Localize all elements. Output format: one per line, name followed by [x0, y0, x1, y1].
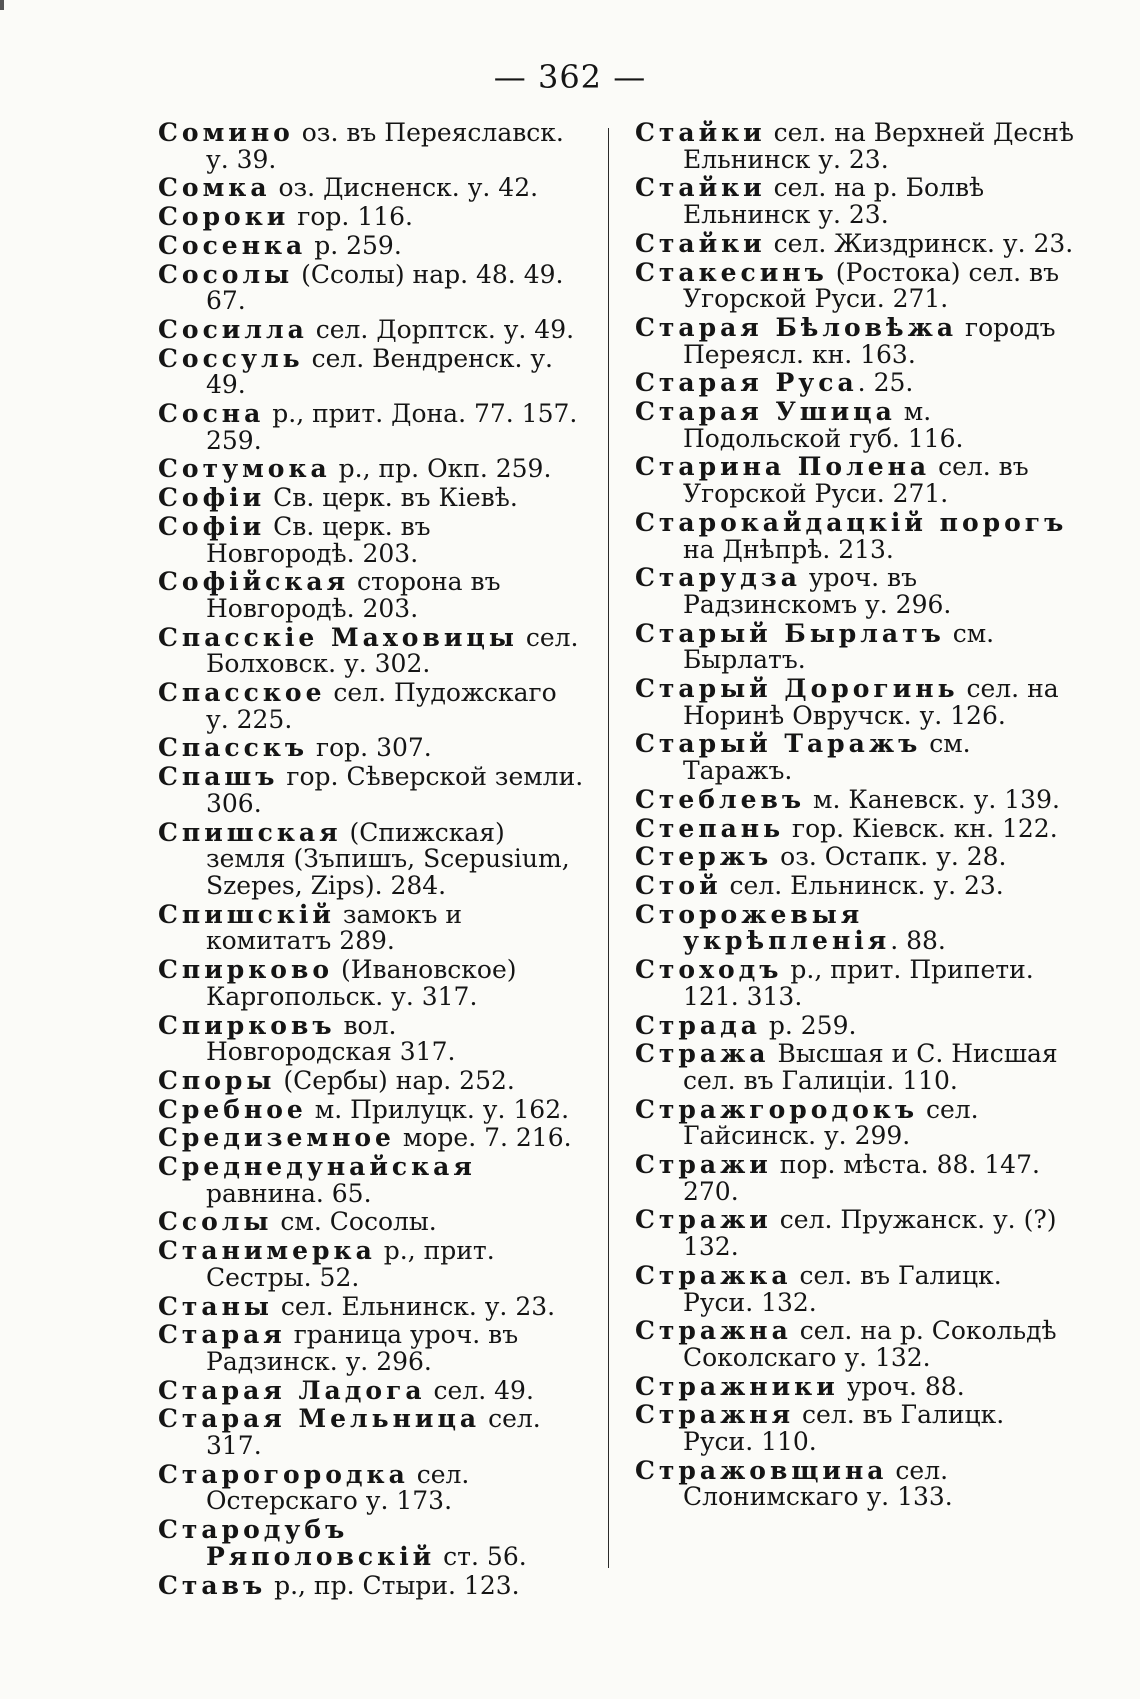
entry-headword: Сомка: [158, 173, 271, 203]
index-entry: [635, 507, 1075, 564]
index-entry: [635, 1152, 1075, 1205]
entry-headword: Старая Руса: [635, 368, 858, 398]
entry-headword: Сторожевыя укрѣпленія: [635, 899, 891, 956]
index-entry: [158, 1010, 586, 1067]
entry-reference: оз. въ Переяславск. у. 39.: [206, 118, 564, 174]
entry-reference: на Днѣпрѣ. 213.: [683, 534, 894, 564]
entry-headword: Средиземное: [158, 1123, 395, 1153]
entry-headword: Старый Дорогинь: [635, 674, 959, 704]
index-entry: [158, 817, 586, 900]
entry-reference: сел. Ельнинск. у. 23.: [721, 870, 1004, 900]
entry-reference: сел. Пружанск. у. (?) 132.: [683, 1205, 1057, 1262]
index-entry: [635, 1010, 1075, 1040]
entry-headword: Станимерка: [158, 1236, 376, 1266]
entry-reference: см. Таражъ.: [683, 729, 971, 786]
entry-reference: (Ростока) сел. въ Угорской Руси. 271.: [683, 257, 1060, 314]
entry-headword: Софіи: [158, 511, 266, 541]
entry-reference: м. Прилуцк. у. 162.: [306, 1094, 570, 1124]
entry-reference: сел. на Верхней Деснѣ Ельнинск у. 23.: [683, 118, 1074, 174]
index-entry: [158, 1406, 586, 1459]
entry-reference: сел. Вендренск. у. 49.: [206, 343, 554, 400]
index-entry: [635, 844, 1075, 871]
index-entry: [158, 1459, 586, 1516]
index-entry: [158, 175, 586, 202]
index-entry: [635, 676, 1075, 729]
entry-headword: Сосолы: [158, 259, 294, 289]
index-entry: [158, 957, 586, 1010]
entry-headword: Стародубъ Ряполовскій: [158, 1515, 436, 1571]
index-entry: [158, 1570, 586, 1600]
entry-headword: Старый Таражъ: [635, 729, 922, 759]
index-entry: [635, 399, 1075, 452]
entry-reference: оз. Остапк. у. 28.: [772, 842, 1007, 872]
index-entry: [635, 618, 1075, 675]
index-entry: [158, 485, 586, 512]
entry-headword: Стражи: [635, 1205, 772, 1235]
index-entry: [158, 456, 586, 483]
index-entry: [158, 1322, 586, 1375]
page-number: — 362 —: [493, 58, 647, 96]
index-entry: [635, 454, 1075, 507]
entry-headword: Сосилла: [158, 314, 308, 344]
entry-headword: Спирковъ: [158, 1010, 336, 1040]
entry-headword: Стражники: [635, 1371, 839, 1401]
entry-reference: р., пр. Окп. 259.: [330, 454, 552, 484]
entry-headword: Стайки: [635, 173, 766, 203]
index-entry: [158, 1125, 586, 1152]
entry-headword: Спишскій: [158, 899, 335, 929]
entry-reference: уроч. 88.: [838, 1371, 965, 1401]
index-entry: [158, 1209, 586, 1236]
entry-headword: Стайки: [635, 118, 766, 147]
entry-reference: сел. 317.: [206, 1404, 541, 1461]
entry-reference: р. 259.: [306, 230, 402, 260]
entry-reference: ст. 56.: [435, 1541, 527, 1571]
entry-headword: Старый Бырлатъ: [635, 618, 945, 648]
entry-reference: р., прит. Сестры. 52.: [206, 1236, 495, 1292]
entry-reference: равнина. 65.: [206, 1178, 372, 1208]
index-entry: [158, 1238, 586, 1291]
index-entry: [158, 569, 586, 622]
scan-corner-mark: [0, 0, 4, 10]
index-entry: [158, 680, 586, 733]
index-entry: [635, 784, 1075, 814]
entry-reference: пор. мѣста. 88. 147. 270.: [683, 1150, 1040, 1206]
index-entry: [635, 1371, 1075, 1401]
index-entry: [635, 731, 1075, 784]
entry-reference: сел. Пудожскаго у. 225.: [206, 678, 557, 734]
index-entry: [158, 230, 586, 260]
entry-reference: сел. Болховск. у. 302.: [206, 622, 579, 679]
entry-headword: Старая Ушица: [635, 397, 896, 427]
index-entry: [635, 1260, 1075, 1317]
entry-reference: см. Сосолы.: [272, 1207, 437, 1237]
index-entry: [635, 1318, 1075, 1371]
entry-headword: Старогородка: [158, 1459, 409, 1489]
index-entry: [635, 1207, 1075, 1260]
entry-reference: сел. въ Галицк. Руси. 110.: [683, 1400, 1005, 1457]
entry-reference: гор. Сѣверской земли. 306.: [206, 762, 584, 818]
entry-reference: м. Каневск. у. 139.: [805, 784, 1060, 814]
entry-reference: сел. Дорптск. у. 49.: [307, 314, 575, 344]
index-entry: [158, 343, 586, 400]
entry-reference: сел. Гайсинск. у. 299.: [683, 1094, 979, 1151]
entry-headword: Ссолы: [158, 1207, 273, 1237]
entry-headword: Сомино: [158, 118, 294, 147]
index-entry: [158, 1065, 586, 1095]
index-entry: [158, 622, 586, 679]
entry-headword: Стакесинъ: [635, 257, 828, 287]
index-entry: [635, 257, 1075, 314]
entry-headword: Сребное: [158, 1094, 307, 1124]
entry-headword: Стеблевъ: [635, 784, 806, 814]
entry-reference: р., прит. Припети. 121. 313.: [683, 955, 1034, 1011]
entry-reference: (Ивановское) Каргопольск. у. 317.: [206, 955, 517, 1011]
entry-headword: Спасское: [158, 678, 326, 708]
entry-reference: гор. 116.: [289, 202, 413, 232]
entry-headword: Спишская: [158, 817, 342, 847]
entry-reference: сел. въ Галицк. Руси. 132.: [683, 1260, 1002, 1317]
entry-headword: Стайки: [635, 228, 766, 258]
entry-reference: сел. Жиздринск. у. 23.: [765, 228, 1074, 258]
index-entry: [635, 1455, 1075, 1512]
entry-headword: Старая Мельница: [158, 1404, 481, 1434]
index-entry: [635, 870, 1075, 900]
index-entry: [635, 565, 1075, 618]
entry-reference: сторона въ Новгородѣ. 203.: [206, 567, 501, 623]
index-entry: [158, 1375, 586, 1405]
entry-reference: Св. церк. въ Новгородѣ. 203.: [206, 511, 431, 568]
entry-reference: (Спижская) земля (Зъпишъ, Scepusium, Szepes, Zips). 284.: [206, 817, 570, 900]
entry-reference: городъ Переясл. кн. 163.: [683, 312, 1056, 369]
entry-headword: Сороки: [158, 202, 290, 232]
entry-headword: Стой: [635, 870, 722, 900]
entry-headword: Стоходъ: [635, 955, 783, 985]
entry-headword: Страда: [635, 1010, 761, 1040]
entry-reference: море. 7. 216.: [394, 1123, 572, 1153]
entry-reference: сел. Остерскаго у. 173.: [206, 1459, 470, 1516]
entry-headword: Соссуль: [158, 343, 304, 373]
entry-headword: Сосна: [158, 399, 265, 429]
entry-headword: Стража: [635, 1039, 770, 1069]
entry-reference: гор. 307.: [308, 733, 432, 763]
entry-headword: Софіи: [158, 483, 266, 513]
entry-reference: замокъ и комитатъ 289.: [206, 899, 463, 956]
entry-headword: Среднедунайская: [158, 1152, 476, 1182]
entry-headword: Стражка: [635, 1260, 792, 1290]
index-entry: [158, 1517, 586, 1570]
entry-headword: Споры: [158, 1065, 276, 1095]
entry-reference: сел. на р. Болвѣ Ельнинск у. 23.: [683, 173, 985, 230]
entry-reference: м. Подольской губ. 116.: [683, 397, 964, 453]
entry-headword: Степань: [635, 813, 785, 843]
index-entry: [635, 175, 1075, 228]
entry-headword: Софійская: [158, 567, 350, 597]
column-divider: [608, 128, 609, 1568]
entry-headword: Спирково: [158, 955, 333, 985]
entry-reference: сел. Слонимскаго у. 133.: [683, 1455, 953, 1512]
entry-headword: Спасскіе Маховицы: [158, 622, 518, 652]
entry-headword: Стражовщина: [635, 1455, 888, 1485]
entry-reference: сел. 49.: [425, 1375, 534, 1405]
index-entry: [635, 228, 1075, 258]
index-entry: [158, 401, 586, 454]
entry-reference: сел. Ельнинск. у. 23.: [272, 1291, 556, 1321]
entry-headword: Старая Бѣловѣжа: [635, 312, 958, 342]
entry-reference: (Сербы) нар. 252.: [275, 1065, 515, 1095]
entry-headword: Спашъ: [158, 762, 279, 792]
entry-headword: Ставъ: [158, 1570, 267, 1600]
entry-headword: Стражи: [635, 1150, 772, 1180]
entry-reference: граница уроч. въ Радзинск. у. 296.: [206, 1320, 519, 1376]
entry-reference: уроч. въ Радзинскомъ у. 296.: [683, 563, 952, 619]
index-entry: [635, 370, 1075, 397]
entry-headword: Сотумока: [158, 454, 331, 484]
entry-reference: р. 259.: [760, 1010, 857, 1040]
entry-headword: Стражна: [635, 1316, 792, 1346]
entry-headword: Сосенка: [158, 230, 307, 260]
entry-headword: Стержъ: [635, 842, 773, 872]
index-entry: [635, 1041, 1075, 1094]
index-entry: [158, 764, 586, 817]
entry-headword: Старая: [158, 1320, 286, 1350]
index-entry: [635, 957, 1075, 1010]
index-entry: [635, 1094, 1075, 1151]
index-entry: [158, 1094, 586, 1124]
index-entry: [158, 735, 586, 762]
entry-reference: сел. въ Угорской Руси. 271.: [683, 452, 1029, 509]
index-entry: [158, 1291, 586, 1321]
index-entry: [635, 120, 1075, 173]
index-entry: [158, 511, 586, 568]
entry-headword: Спасскъ: [158, 733, 309, 763]
entry-headword: Старина Полена: [635, 452, 931, 482]
entry-reference: Св. церк. въ Кіевѣ.: [265, 483, 518, 513]
index-entry: [158, 899, 586, 956]
index-entry: [158, 204, 586, 231]
entry-headword: Стражня: [635, 1400, 795, 1430]
entry-reference: (Ссолы) нар. 48. 49. 67.: [206, 259, 564, 316]
left-column: [158, 120, 586, 1601]
entry-reference: сел. на р. Сокольдѣ Соколскаго у. 132.: [683, 1316, 1057, 1372]
entry-reference: гор. Кіевск. кн. 122.: [784, 813, 1058, 843]
entry-reference: сел. на Норинѣ Овручск. у. 126.: [683, 674, 1059, 730]
entry-headword: Старудза: [635, 563, 801, 593]
entry-headword: Старокайдацкій порогъ: [635, 507, 1068, 537]
right-column: [635, 120, 1075, 1513]
index-entry: [158, 120, 586, 173]
index-entry: [635, 813, 1075, 843]
index-entry: [635, 899, 1075, 956]
entry-reference: вол. Новгородская 317.: [206, 1010, 456, 1067]
index-entry: [635, 312, 1075, 369]
entry-reference: р., пр. Стыри. 123.: [266, 1570, 520, 1600]
index-entry: [158, 314, 586, 344]
entry-headword: Старая Ладога: [158, 1375, 426, 1405]
entry-reference: р., прит. Дона. 77. 157. 259.: [206, 399, 578, 455]
entry-reference: оз. Дисненск. у. 42.: [270, 173, 539, 203]
index-entry: [158, 1154, 586, 1207]
entry-headword: Станы: [158, 1291, 273, 1321]
index-entry: [635, 1402, 1075, 1455]
entry-reference: см. Бырлатъ.: [683, 618, 995, 675]
index-entry: [158, 259, 586, 316]
entry-reference: Высшая и С. Нисшая сел. въ Галиціи. 110.: [683, 1039, 1058, 1095]
entry-headword: Стражгородокъ: [635, 1094, 919, 1124]
entry-reference: . 25.: [857, 368, 914, 398]
entry-reference: . 88.: [890, 926, 946, 956]
